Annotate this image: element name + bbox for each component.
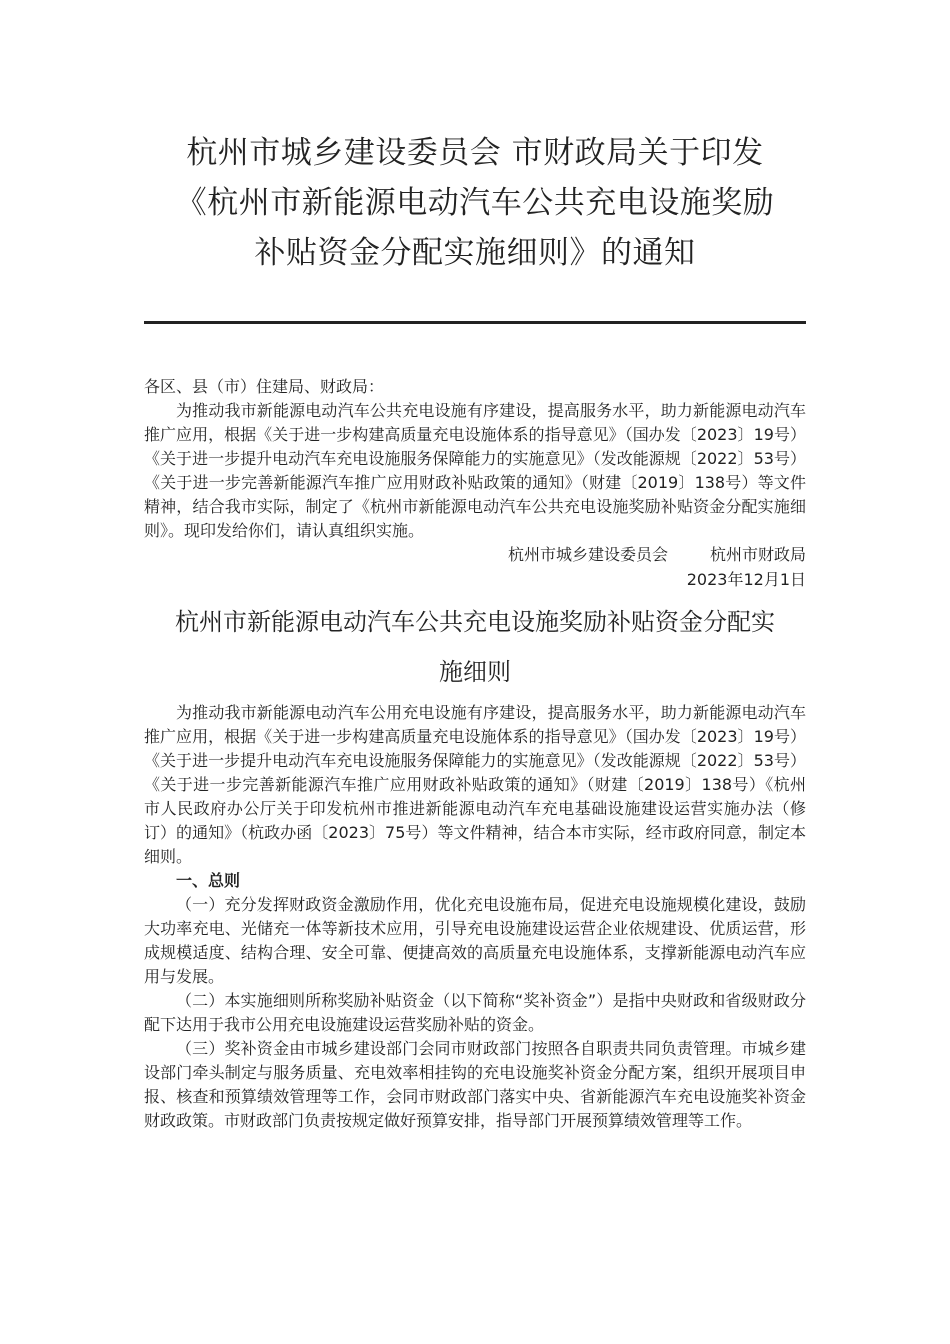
clause-2: （二）本实施细则所称奖励补贴资金（以下简称“奖补资金”）是指中央财政和省级财政分配下达用于我市公用充电设施建设运营奖励补贴的资金。	[144, 991, 806, 1034]
notice-title-line-3: 补贴资金分配实施细则》的通知	[254, 235, 696, 271]
issue-date: 2023年12月1日	[686, 570, 806, 589]
notice-body-paragraph: 为推动我市新能源电动汽车公共充电设施有序建设，提高服务水平，助力新能源电动汽车推广应用，根据《关于进一步构建高质量充电设施体系的指导意见》（国办发〔2023〕19号）《关于进一步提升电动汽车充电设施服务保障能力的实施意见》（发改能源规〔2022〕53号）《关于进一步完善新能源汽车推广应用财政补贴政策的通知》（财建〔2019〕138号）等文件精神，结合我市实际，制定了《杭州市新能源电动汽车公共充电设施奖励补贴资金分配实施细则》。现印发给你们，请认真组织实施。	[144, 401, 806, 540]
title-divider	[144, 321, 806, 324]
rules-title-line-1: 杭州市新能源电动汽车公共充电设施奖励补贴资金分配实	[175, 608, 775, 636]
signatories	[144, 543, 806, 567]
notice-title-line-1: 杭州市城乡建设委员会 市财政局关于印发	[186, 135, 764, 171]
document-body	[144, 375, 806, 1133]
rules-title-line-2: 施细则	[439, 658, 511, 686]
signatory-construction-committee: 杭州市城乡建设委员会	[507, 545, 668, 564]
signatory-finance-bureau: 杭州市财政局	[709, 545, 806, 564]
notice-title	[144, 128, 806, 278]
salutation: 各区、县（市）住建局、财政局：	[144, 377, 385, 396]
section-heading-general: 一、总则	[176, 871, 241, 890]
rules-intro-paragraph: 为推动我市新能源电动汽车公用充电设施有序建设，提高服务水平，助力新能源电动汽车推广应用，根据《关于进一步构建高质量充电设施体系的指导意见》（国办发〔2023〕19号）《关于进一步提升电动汽车充电设施服务保障能力的实施意见》（发改能源规〔2022〕53号）《关于进一步完善新能源汽车推广应用财政补贴政策的通知》（财建〔2019〕138号）《杭州市人民政府办公厅关于印发杭州市推进新能源电动汽车充电基础设施建设运营实施办法（修订）的通知》（杭政办函〔2023〕75号）等文件精神，结合本市实际，经市政府同意，制定本细则。	[144, 703, 806, 866]
clause-1: （一）充分发挥财政资金激励作用，优化充电设施布局，促进充电设施规模化建设，鼓励大功率充电、光储充一体等新技术应用，引导充电设施建设运营企业依规建设、优质运营，形成规模适度、结构合理、安全可靠、便捷高效的高质量充电设施体系，支撑新能源电动汽车应用与发展。	[144, 895, 806, 986]
clause-3: （三）奖补资金由市城乡建设部门会同市财政部门按照各自职责共同负责管理。市城乡建设部门牵头制定与服务质量、充电效率相挂钩的充电设施奖补资金分配方案，组织开展项目申报、核查和预算绩效管理等工作，会同市财政部门落实中央、省新能源汽车充电设施奖补资金财政政策。市财政部门负责按规定做好预算安排，指导部门开展预算绩效管理等工作。	[144, 1039, 806, 1130]
notice-title-line-2: 《杭州市新能源电动汽车公共充电设施奖励	[175, 185, 775, 221]
